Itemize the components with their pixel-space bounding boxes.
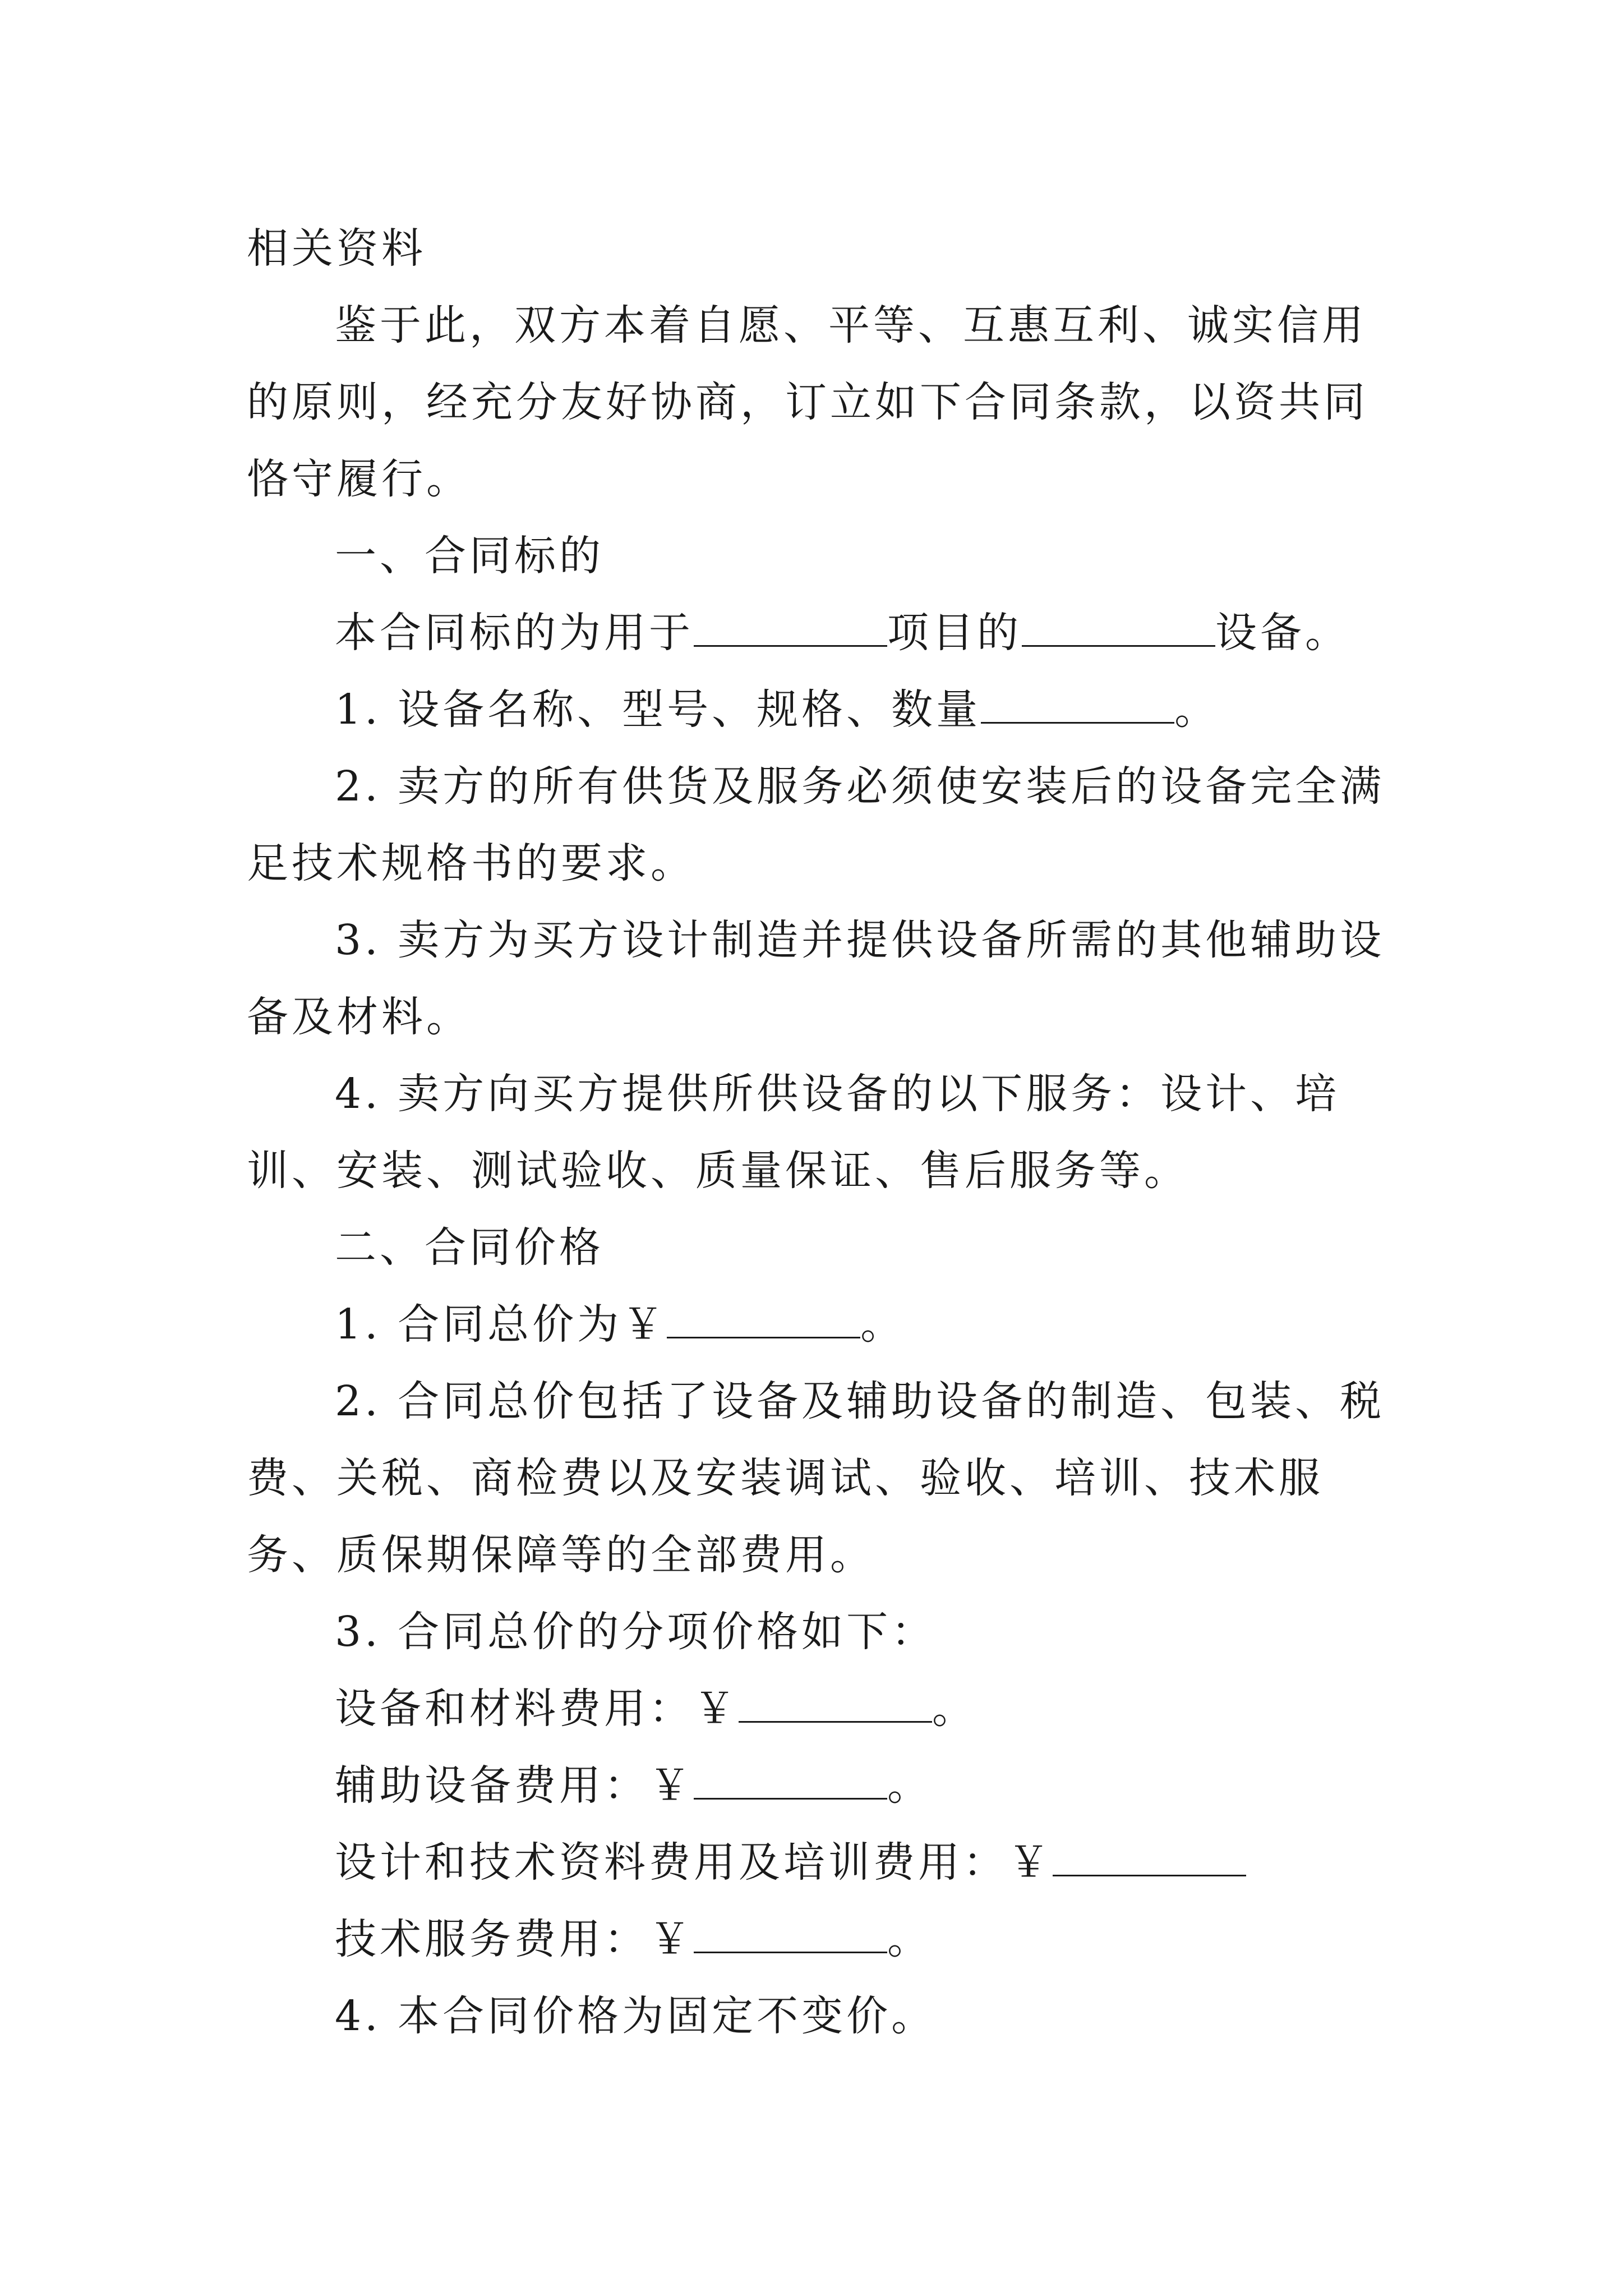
text-period: 。 xyxy=(887,1915,932,1963)
text-period: 。 xyxy=(860,1300,906,1349)
text-total-price: 1. 合同总价为￥ xyxy=(335,1300,667,1349)
clause-2-1 xyxy=(247,1286,1391,1363)
blank-auxiliary-equipment-fee[interactable] xyxy=(694,1764,887,1800)
blank-equipment-materials-fee[interactable] xyxy=(739,1687,932,1723)
price-item-technical-service xyxy=(247,1901,1391,1978)
text-equipment-spec: 1. 设备名称、型号、规格、数量 xyxy=(335,685,981,734)
text-technical-service-fee: 技术服务费用：￥ xyxy=(335,1915,694,1963)
price-item-design-training xyxy=(247,1824,1391,1901)
text-design-training-fee: 设计和技术资料费用及培训费用：￥ xyxy=(335,1838,1053,1887)
blank-project-name[interactable] xyxy=(694,611,887,647)
clause-1-1 xyxy=(247,671,1391,748)
text-auxiliary-equipment-fee: 辅助设备费用：￥ xyxy=(335,1761,694,1810)
document-body xyxy=(247,210,1391,2055)
text-subject-middle: 项目的 xyxy=(887,609,1022,657)
clause-2-2: 2. 合同总价包括了设备及辅助设备的制造、包装、税费、关税、商检费以及安装调试、验收、培训、技术服务、质保期保障等的全部费用。 xyxy=(247,1377,1385,1579)
heading-related-materials: 相关资料 xyxy=(247,224,426,273)
text-period: 。 xyxy=(887,1761,932,1810)
text-period: 。 xyxy=(932,1685,977,1733)
blank-equipment-spec[interactable] xyxy=(981,688,1174,724)
clause-2-4: 4. 本合同价格为固定不变价。 xyxy=(335,1992,937,2040)
paragraph-subject xyxy=(247,595,1391,671)
paragraph-preamble: 鉴于此，双方本着自愿、平等、互惠互利、诚实信用的原则，经充分友好协商，订立如下合同条款，以资共同恪守履行。 xyxy=(247,301,1368,503)
blank-design-training-fee[interactable] xyxy=(1053,1841,1246,1876)
clause-2-3: 3. 合同总价的分项价格如下： xyxy=(335,1608,937,1656)
text-period: 。 xyxy=(1174,685,1220,734)
price-item-equipment-materials xyxy=(247,1671,1391,1747)
clause-1-2: 2. 卖方的所有供货及服务必须使安装后的设备完全满足技术规格书的要求。 xyxy=(247,762,1385,887)
blank-total-price[interactable] xyxy=(667,1303,860,1338)
clause-1-3: 3. 卖方为买方设计制造并提供设备所需的其他辅助设备及材料。 xyxy=(247,916,1385,1041)
text-equipment-materials-fee: 设备和材料费用：￥ xyxy=(335,1685,739,1733)
text-subject-prefix: 本合同标的为用于 xyxy=(335,609,694,657)
text-subject-suffix: 设备。 xyxy=(1215,609,1350,657)
section-heading-subject: 一、合同标的 xyxy=(335,532,604,580)
clause-1-4: 4. 卖方向买方提供所供设备的以下服务：设计、培训、安装、测试验收、质量保证、售后服务等。 xyxy=(247,1070,1340,1195)
section-heading-price: 二、合同价格 xyxy=(335,1223,604,1272)
blank-technical-service-fee[interactable] xyxy=(694,1918,887,1953)
price-item-auxiliary-equipment xyxy=(247,1747,1391,1824)
blank-equipment-name[interactable] xyxy=(1022,611,1215,647)
